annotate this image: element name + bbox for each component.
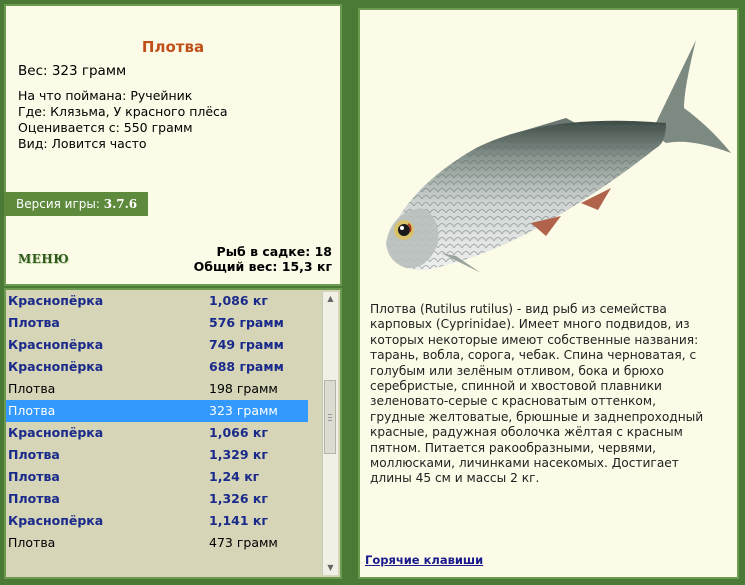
list-item[interactable] xyxy=(6,312,308,334)
fish-name: Плотва xyxy=(8,381,56,396)
fish-weight: Вес: 323 грамм xyxy=(18,63,127,79)
fish-name: Краснопёрка xyxy=(8,425,104,440)
list-item[interactable] xyxy=(6,488,308,510)
list-item[interactable] xyxy=(6,334,308,356)
value-info: Оценивается с: 550 грамм xyxy=(18,120,193,135)
list-item[interactable] xyxy=(6,400,308,422)
hotkeys-link[interactable]: Горячие клавиши xyxy=(365,553,484,567)
catch-info-panel xyxy=(4,4,342,286)
menu-button[interactable]: МЕНЮ xyxy=(18,252,70,266)
fish-weight-cell: 198 грамм xyxy=(209,381,278,396)
fish-name: Плотва xyxy=(8,469,60,484)
fish-count: Рыб в садке: 18 xyxy=(216,244,332,259)
roach-fish-image xyxy=(366,38,732,288)
list-item[interactable] xyxy=(6,422,308,444)
fish-name: Плотва xyxy=(8,403,56,418)
fish-description: Плотва (Rutilus rutilus) - вид рыб из семейства карповых (Cyprinidae). Имеет много подвидов, из которых некоторые имеют собственные названия: тарань, вобла, сорога, чебак. Спина черноватая, с голубым или зелёным отливом, бока и брюхо серебристые, спинной и хвостовой плавники зеленовато-серые с красноватым оттенком, грудные желтоватые, брюшные и заднепроходный красные, радужная оболочка жёлтая с красным пятном. Питается ракообразными, червями, моллюсками, личинками насекомых. Достигает длины 45 см и массы 2 кг. xyxy=(370,302,704,486)
total-weight: Общий вес: 15,3 кг xyxy=(193,259,332,274)
fish-weight-cell: 1,066 кг xyxy=(209,425,268,440)
fish-name: Плотва xyxy=(8,315,60,330)
fish-weight-cell: 749 грамм xyxy=(209,337,284,352)
fish-detail-panel xyxy=(358,8,739,579)
version-label: Версия игры: xyxy=(16,197,100,211)
fish-weight-cell: 576 грамм xyxy=(209,315,284,330)
fish-title: Плотва xyxy=(141,38,205,56)
scroll-thumb[interactable] xyxy=(324,380,336,454)
frequency-info: Вид: Ловится часто xyxy=(18,136,147,151)
list-item[interactable] xyxy=(6,378,308,400)
catch-stats xyxy=(194,244,332,274)
version-value: 3.7.6 xyxy=(103,197,138,211)
fish-name: Краснопёрка xyxy=(8,513,104,528)
fish-weight-cell: 688 грамм xyxy=(209,359,284,374)
scroll-down-icon[interactable]: ▼ xyxy=(327,563,334,572)
list-item[interactable] xyxy=(6,290,308,312)
location-info: Где: Клязьма, У красного плёса xyxy=(18,104,228,119)
fish-weight-cell: 1,326 кг xyxy=(209,491,268,506)
list-item[interactable] xyxy=(6,466,308,488)
list-item[interactable] xyxy=(6,356,308,378)
fish-weight-cell: 1,086 кг xyxy=(209,293,268,308)
fish-weight-cell: 1,141 кг xyxy=(209,513,268,528)
version-bar xyxy=(4,192,148,216)
fish-name: Краснопёрка xyxy=(8,337,104,352)
scroll-up-icon[interactable]: ▲ xyxy=(327,294,334,303)
fish-name: Краснопёрка xyxy=(8,293,104,308)
list-item[interactable] xyxy=(6,532,308,554)
fish-list-panel xyxy=(4,288,342,579)
fish-name: Плотва xyxy=(8,491,60,506)
fish-weight-cell: 1,24 кг xyxy=(209,469,260,484)
bait-info: На что поймана: Ручейник xyxy=(18,88,193,103)
fish-weight-cell: 323 грамм xyxy=(209,403,278,418)
list-item[interactable] xyxy=(6,510,308,532)
fish-name: Плотва xyxy=(8,447,60,462)
fish-list xyxy=(6,290,308,554)
fish-weight-cell: 473 грамм xyxy=(209,535,278,550)
fish-name: Плотва xyxy=(8,535,56,550)
fish-name: Краснопёрка xyxy=(8,359,104,374)
list-scrollbar[interactable] xyxy=(322,292,338,575)
list-item[interactable] xyxy=(6,444,308,466)
fish-weight-cell: 1,329 кг xyxy=(209,447,268,462)
